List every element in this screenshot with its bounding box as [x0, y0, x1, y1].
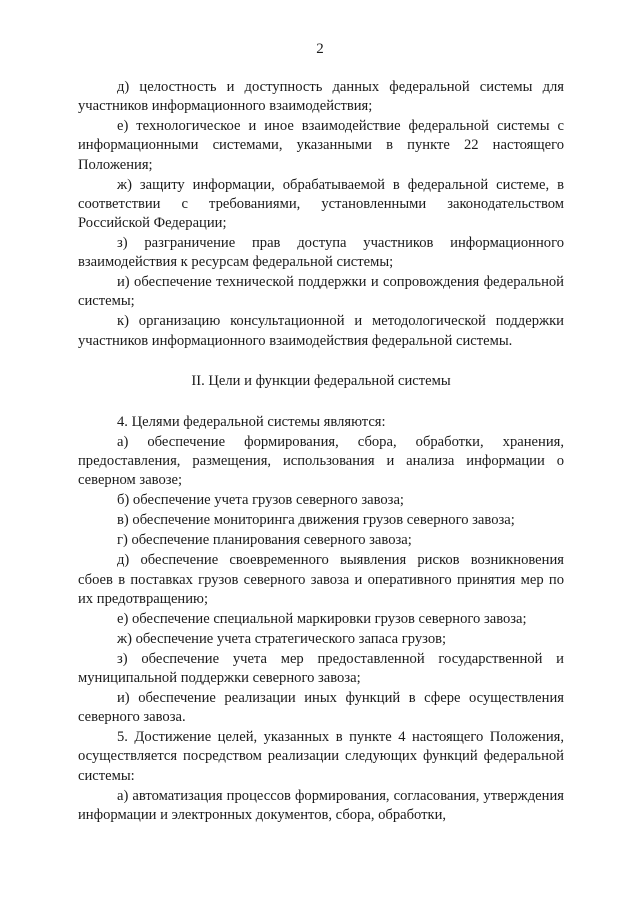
paragraph-k-consulting: к) организацию консультационной и методологической поддержки участников информационного взаимодействия федеральной системы. — [78, 313, 564, 349]
paragraph-4-goals: 4. Целями федеральной системы являются: — [117, 414, 386, 431]
goal-z: з) обеспечение учета мер предоставленной государственной и муниципальной поддержки северного завоза; — [78, 650, 564, 687]
paragraph-i-support: и) обеспечение технической поддержки и сопровождения федеральной системы; — [78, 274, 564, 310]
goal-b: б) обеспечение учета грузов северного завоза; — [117, 492, 404, 509]
paragraph-d-integrity: д) целостность и доступность данных федеральной системы для участников информационного взаимодействия; — [78, 79, 564, 115]
paragraph-zh-protection: ж) защиту информации, обрабатываемой в федеральной системе, в соответствии с требованиями, установленными законодательством Российской Федерации; — [78, 176, 564, 232]
paragraph-z-access: з) разграничение прав доступа участников информационного взаимодействия к ресурсам федеральной системы; — [78, 235, 564, 271]
page-number: 2 — [316, 41, 324, 57]
function-a: а) автоматизация процессов формирования, согласования, утверждения информации и электронных документов, сбора, обработки, — [78, 787, 564, 823]
goal-g: г) обеспечение планирования северного завоза; — [117, 532, 412, 549]
goal-a: а) обеспечение формирования, сбора, обработки, хранения, предоставления, размещения, использования и анализа информации о северном завозе; — [78, 434, 564, 489]
document-body — [78, 78, 564, 826]
section-heading: II. Цели и функции федеральной системы — [191, 372, 451, 389]
goal-e: е) обеспечение специальной маркировки грузов северного завоза; — [117, 610, 527, 627]
goal-i: и) обеспечение реализации иных функций в сфере осуществления северного завоза. — [78, 690, 564, 726]
goal-d: д) обеспечение своевременного выявления рисков возникновения сбоев в поставках грузов северного завоза и оперативного принятия мер по их предотвращению; — [78, 552, 564, 607]
paragraph-e-interaction: е) технологическое и иное взаимодействие федеральной системы с информационными системами, указанными в пункте 22 настоящего Положения; — [78, 118, 564, 173]
goal-zh: ж) обеспечение учета стратегического запаса грузов; — [117, 630, 447, 647]
paragraph-5-functions: 5. Достижение целей, указанных в пункте 4 настоящего Положения, осуществляется посредством реализации следующих функций федеральной системы: — [78, 729, 564, 784]
goal-v: в) обеспечение мониторинга движения грузов северного завоза; — [117, 512, 515, 529]
